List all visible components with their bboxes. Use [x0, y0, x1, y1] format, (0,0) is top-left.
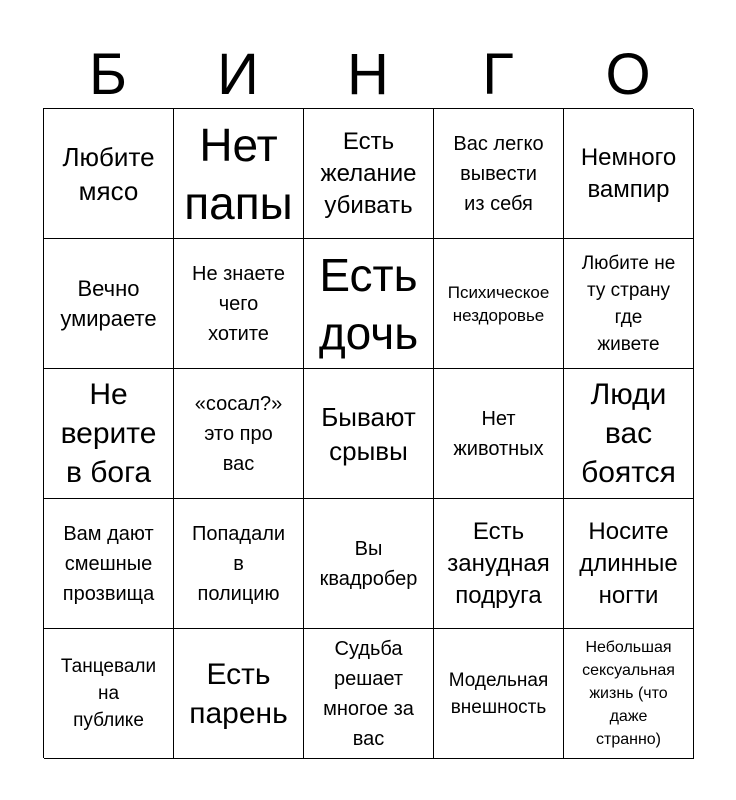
- cell-text: Небольшая сексуальная жизнь (что даже странно): [582, 639, 675, 748]
- bingo-cell[interactable]: [174, 109, 304, 239]
- header-letter-i: И: [217, 42, 259, 107]
- cell-text: Любите мясо: [62, 141, 155, 206]
- cell-text: Попадали в полицию: [191, 522, 286, 605]
- bingo-cell[interactable]: [304, 239, 434, 369]
- bingo-cell[interactable]: [304, 499, 434, 629]
- cell-text: Нет животных: [453, 407, 544, 460]
- bingo-cell[interactable]: [44, 109, 174, 239]
- bingo-header: [43, 42, 693, 108]
- cell-text: Психическое нездоровье: [447, 282, 550, 325]
- cell-text: Не верите в бога: [60, 378, 157, 489]
- bingo-cell[interactable]: [564, 499, 694, 629]
- bingo-cell[interactable]: [174, 629, 304, 759]
- bingo-cell[interactable]: [44, 239, 174, 369]
- header-letter-o: О: [605, 42, 651, 107]
- cell-text: Судьба решает многое за вас: [323, 637, 414, 750]
- bingo-grid: [43, 108, 693, 758]
- bingo-cell[interactable]: [564, 369, 694, 499]
- cell-text: Не знаете чего хотите: [192, 262, 285, 345]
- bingo-cell[interactable]: [304, 369, 434, 499]
- bingo-cell[interactable]: [434, 499, 564, 629]
- bingo-cell[interactable]: [304, 109, 434, 239]
- bingo-cell[interactable]: [564, 629, 694, 759]
- cell-text: Носите длинные ногти: [579, 517, 678, 609]
- cell-text: Вечно умираете: [60, 275, 157, 331]
- bingo-cell[interactable]: [44, 369, 174, 499]
- header-letter-n: Н: [347, 42, 389, 107]
- bingo-cell[interactable]: [174, 499, 304, 629]
- bingo-cell[interactable]: [304, 629, 434, 759]
- bingo-cell[interactable]: [44, 629, 174, 759]
- cell-text: Есть занудная подруга: [447, 517, 550, 609]
- bingo-cell[interactable]: [434, 239, 564, 369]
- bingo-cell[interactable]: [564, 109, 694, 239]
- cell-text: Модельная внешность: [448, 669, 549, 718]
- header-letter-g: Г: [482, 42, 514, 107]
- bingo-cell[interactable]: [174, 239, 304, 369]
- cell-text: Танцевали на публике: [60, 656, 157, 731]
- bingo-cell[interactable]: [44, 499, 174, 629]
- cell-text: Вас легко вывести из себя: [453, 132, 544, 215]
- cell-text: Вы квадробер: [319, 537, 418, 590]
- cell-text: Любите не ту страну где живете: [581, 252, 676, 355]
- cell-text: Немного вампир: [580, 143, 677, 203]
- bingo-cell[interactable]: [434, 109, 564, 239]
- cell-text: Нет папы: [184, 118, 293, 229]
- bingo-cell[interactable]: [564, 239, 694, 369]
- header-letter-b: Б: [88, 42, 128, 107]
- cell-text: Люди вас боятся: [581, 378, 676, 489]
- cell-text: Бывают срывы: [321, 401, 416, 466]
- cell-text: «сосал?» это про вас: [194, 392, 283, 475]
- cell-text: Есть парень: [189, 657, 288, 730]
- cell-text: Есть дочь: [318, 248, 419, 359]
- bingo-cell[interactable]: [174, 369, 304, 499]
- bingo-cell[interactable]: [434, 369, 564, 499]
- cell-text: Есть желание убивать: [320, 127, 417, 219]
- bingo-cell[interactable]: [434, 629, 564, 759]
- cell-text: Вам дают смешные прозвища: [62, 522, 155, 605]
